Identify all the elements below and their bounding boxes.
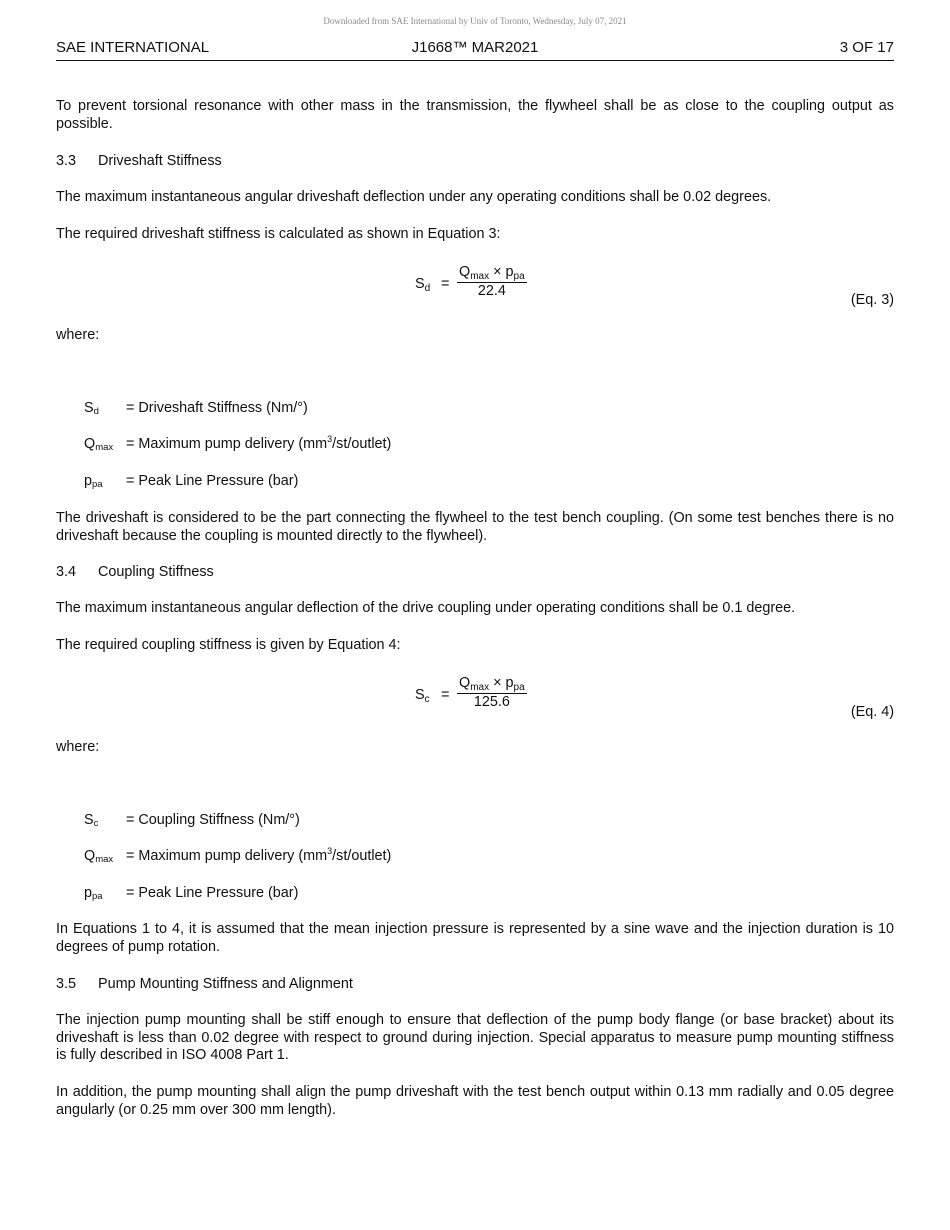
variable-definition: Qmax = Maximum pump delivery $(mm^3/st/outlet)$ xyxy=(84,846,392,865)
paragraph-coupling-equation-intro: The required coupling stiffness is given by Equation 4: xyxy=(56,637,401,653)
section-number: 3.3 xyxy=(56,153,77,169)
equation-fraction xyxy=(457,675,527,711)
equation-lhs: $S_d$ xyxy=(415,276,431,294)
equals-sign: = xyxy=(441,687,450,703)
equation-lhs: $S_c$ xyxy=(415,687,430,705)
variable-definition: Sc = Coupling Stiffness (Nm/°) xyxy=(84,812,300,829)
paragraph-pump-mounting-stiffness: The injection pump mounting shall be stiff enough to ensure that deflection of the pump body flange (or base bracket) about its driveshaft is less than 0.02 degree with respect to ground during injection. Special apparatus to measure pump mounting stiffness is fully described in ISO 4008 Part 1. xyxy=(56,1012,894,1063)
page-header xyxy=(56,38,894,61)
where-label: where: xyxy=(56,327,100,343)
paragraph-pump-alignment: In addition, the pump mounting shall align the pump driveshaft with the test bench output within 0.13 mm radially and 0.05 degree angularly (or 0.25 mm over 300 mm length). xyxy=(56,1084,894,1118)
equation-numerator: $Q_{max} \times p_{pa}$ xyxy=(459,675,525,693)
header-page-number: 3 OF 17 xyxy=(839,39,894,56)
download-watermark: Downloaded from SAE International by Univ of Toronto, Wednesday, July 07, 2021 xyxy=(323,16,627,26)
variable-definition: Qmax = Maximum pump delivery $(mm^3/st/outlet)$ xyxy=(84,434,392,453)
header-document-id: J1668™ MAR2021 xyxy=(411,39,539,56)
paragraph-driveshaft-equation-intro: The required driveshaft stiffness is calculated as shown in Equation 3: xyxy=(56,226,501,242)
equation-denominator: 22.4 xyxy=(477,283,506,299)
equation-3-label: (Eq. 3) xyxy=(850,292,894,308)
section-title: Coupling Stiffness xyxy=(98,564,214,580)
variable-definition: Sd = Driveshaft Stiffness (Nm/°) xyxy=(84,400,308,417)
paragraph-equation-assumptions: In Equations 1 to 4, it is assumed that the mean injection pressure is represented by a sine wave and the injection duration is 10 degrees of pump rotation. xyxy=(56,921,894,955)
section-heading-3-4 xyxy=(56,564,894,582)
paragraph-driveshaft-deflection: The maximum instantaneous angular driveshaft deflection under any operating conditions shall be 0.02 degrees. xyxy=(56,189,772,205)
variable-definition: ppa = Peak Line Pressure (bar) xyxy=(84,473,299,490)
equation-fraction xyxy=(457,264,527,300)
variable-definition: ppa = Peak Line Pressure (bar) xyxy=(84,885,299,902)
equation-numerator: $Q_{max} \times p_{pa}$ xyxy=(459,264,525,282)
paragraph-flywheel-position: To prevent torsional resonance with other mass in the transmission, the flywheel shall be as close to the coupling output as possible. xyxy=(56,98,894,132)
section-heading-3-3 xyxy=(56,153,894,171)
equals-sign: = xyxy=(441,276,450,292)
equation-4-label: (Eq. 4) xyxy=(850,704,894,720)
section-title: Driveshaft Stiffness xyxy=(98,153,222,169)
paragraph-driveshaft-definition: The driveshaft is considered to be the part connecting the flywheel to the test bench coupling. (On some test benches there is no driveshaft because the coupling is mounted directly to the flywheel). xyxy=(56,510,894,544)
paragraph-coupling-deflection: The maximum instantaneous angular deflection of the drive coupling under operating conditions shall be 0.1 degree. xyxy=(56,600,796,616)
section-number: 3.5 xyxy=(56,976,77,992)
section-number: 3.4 xyxy=(56,564,77,580)
section-title: Pump Mounting Stiffness and Alignment xyxy=(98,976,353,992)
where-label: where: xyxy=(56,739,100,755)
equation-denominator: 125.6 xyxy=(473,694,510,710)
header-organization: SAE INTERNATIONAL xyxy=(56,39,210,56)
section-heading-3-5 xyxy=(56,976,894,994)
